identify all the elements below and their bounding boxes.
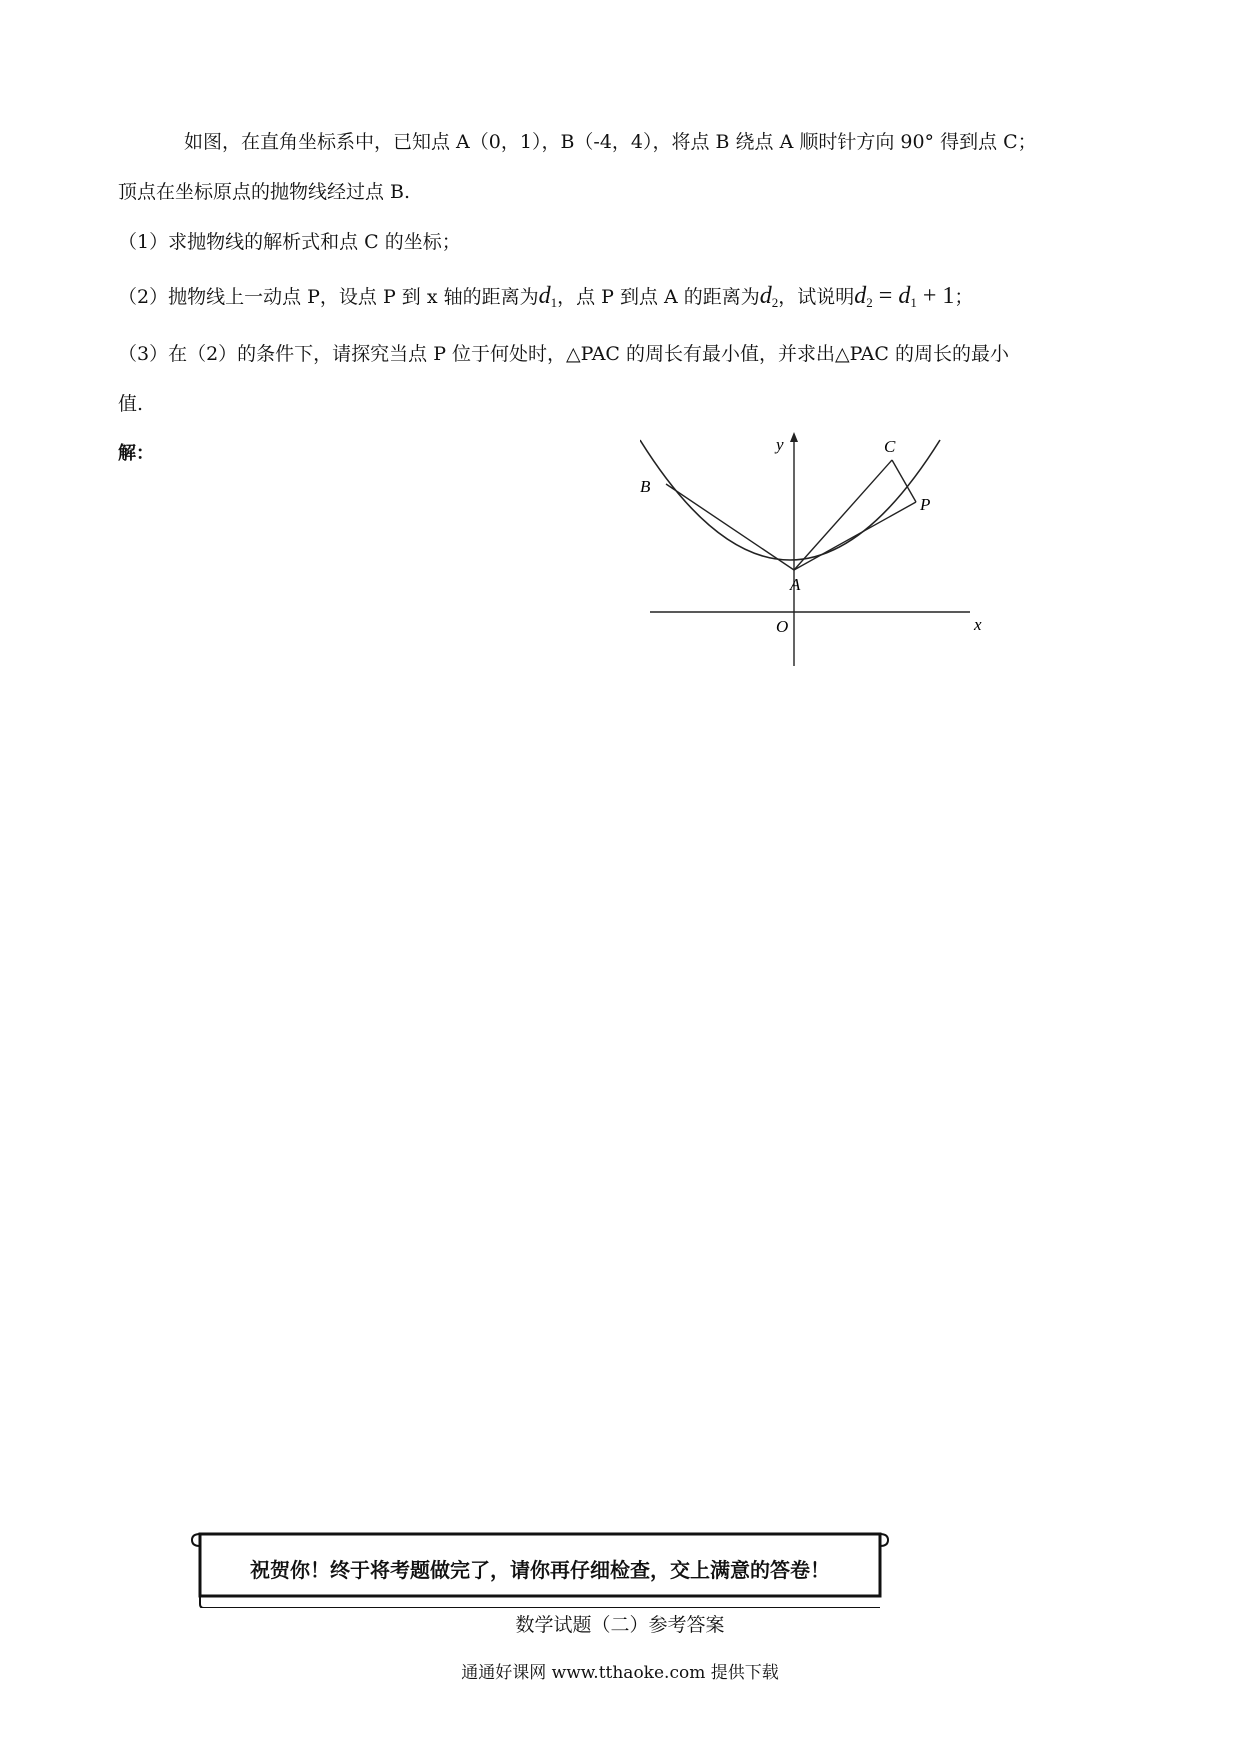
question-3-line1: （3）在（2）的条件下，请探究当点 P 位于何处时，△PAC 的周长有最小值，并求出△PAC 的周长的最小 xyxy=(118,343,1009,365)
formula-d2-letter: d xyxy=(854,283,867,309)
d2-letter: d xyxy=(759,283,772,309)
d1-subscript: 1 xyxy=(550,295,558,310)
label-P: P xyxy=(920,495,931,514)
d2-subscript: 2 xyxy=(771,295,779,310)
footer-title: 数学试题（二）参考答案 xyxy=(515,1614,725,1636)
question-2-end: ； xyxy=(954,286,974,308)
segment-AC xyxy=(794,460,892,570)
d1-letter: d xyxy=(538,283,551,309)
formula-d1-subscript: 1 xyxy=(910,295,917,310)
parabola-curve xyxy=(640,440,940,560)
label-O: O xyxy=(776,617,789,636)
segment-BA xyxy=(666,484,794,570)
y-axis-arrow-icon xyxy=(790,432,798,442)
label-C: C xyxy=(884,437,896,456)
label-A: A xyxy=(790,575,801,594)
question-1: （1）求抛物线的解析式和点 C 的坐标； xyxy=(118,231,461,253)
question-3-line2: 值. xyxy=(118,393,144,415)
question-2 xyxy=(118,282,973,317)
problem-intro-line1: 如图，在直角坐标系中，已知点 A（0，1），B（-4，4），将点 B 绕点 A 顺时针方向 90° 得到点 C； xyxy=(184,131,1037,153)
problem-intro-line2: 顶点在坐标原点的抛物线经过点 B. xyxy=(118,181,411,203)
footer-site: 通通好课网 www.tthaoke.com 提供下载 xyxy=(461,1663,779,1683)
formula-d2-eq-d1-plus-1 xyxy=(854,283,954,309)
d1-symbol xyxy=(539,283,558,309)
banner-text: 祝贺你！终于将考题做完了，请你再仔细检查，交上满意的答卷！ xyxy=(250,1557,830,1582)
label-x: x xyxy=(974,615,982,634)
question-2-text-c: ，试说明 xyxy=(778,286,855,308)
d2-symbol xyxy=(760,283,779,309)
formula-d2-subscript: 2 xyxy=(866,295,873,310)
question-2-text-a: （2）抛物线上一动点 P，设点 P 到 x 轴的距离为 xyxy=(118,286,539,308)
formula-plus-one: + 1 xyxy=(916,283,955,309)
congratulations-scroll-banner xyxy=(190,1528,890,1608)
question-2-text-b: ，点 P 到点 A 的距离为 xyxy=(557,286,760,308)
label-B: B xyxy=(640,477,651,496)
formula-equals: = xyxy=(872,283,899,309)
segment-AP xyxy=(794,502,916,570)
parabola-figure xyxy=(640,430,1010,670)
label-y: y xyxy=(776,435,784,454)
formula-d1-letter: d xyxy=(898,283,911,309)
answer-label: 解： xyxy=(118,443,154,464)
